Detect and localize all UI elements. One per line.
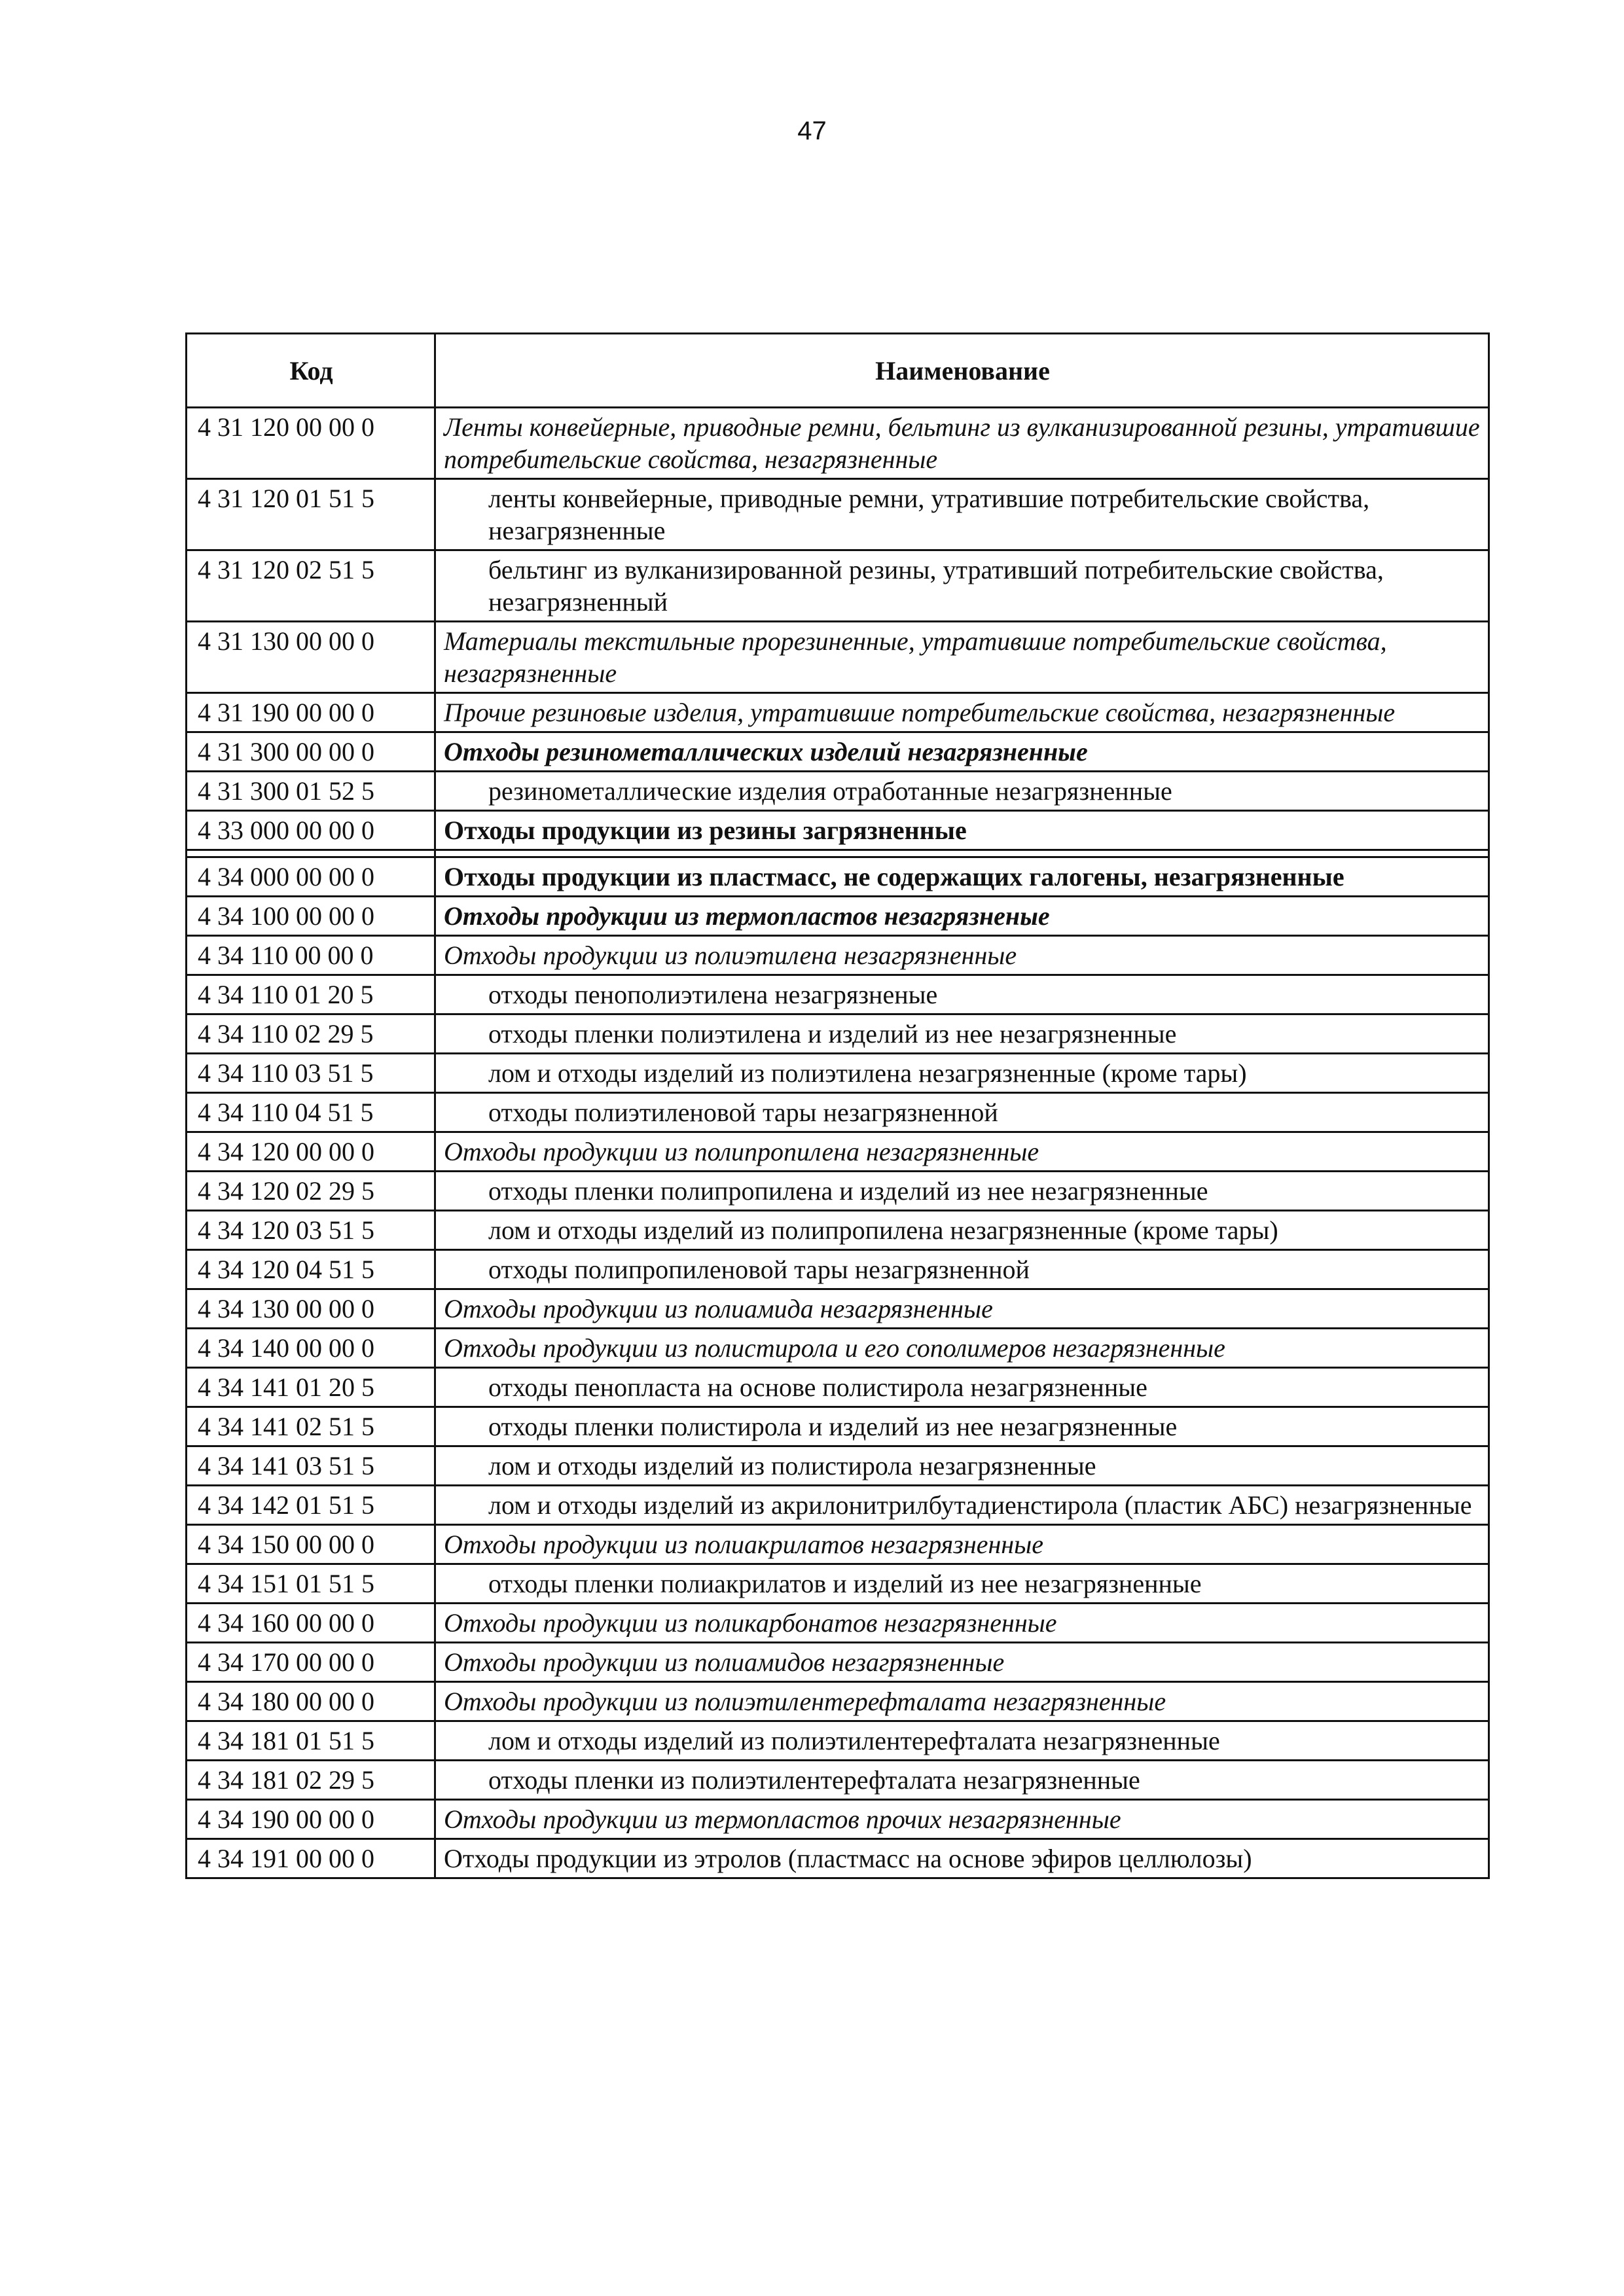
row-name: ленты конвейерные, приводные ремни, утратившие потребительские свойства, незагрязненные [435,479,1489,550]
row-name: отходы полиэтиленовой тары незагрязненной [435,1093,1489,1132]
row-code: 4 31 120 00 00 0 [187,408,435,479]
table-row [187,1800,1489,1839]
row-name: отходы пленки полистирола и изделий из нее незагрязненные [435,1407,1489,1446]
row-code: 4 34 130 00 00 0 [187,1289,435,1329]
table-row [187,1172,1489,1211]
table-row [187,1054,1489,1093]
table-row [187,936,1489,975]
row-code: 4 34 120 02 29 5 [187,1172,435,1211]
row-name: отходы пленки полиэтилена и изделий из нее незагрязненные [435,1014,1489,1054]
table-row [187,1682,1489,1721]
table-row-obscured [187,850,1489,857]
table-row [187,408,1489,479]
table-row [187,1721,1489,1761]
row-code: 4 31 190 00 00 0 [187,693,435,732]
table-row [187,622,1489,693]
header-code: Код [187,334,435,408]
table-row [187,1761,1489,1800]
table-row [187,1289,1489,1329]
row-name: Отходы продукции из полиамида незагрязненные [435,1289,1489,1329]
row-name: Отходы резинометаллических изделий незагрязненные [435,732,1489,772]
row-code [187,850,435,857]
table-row [187,1604,1489,1643]
row-name: лом и отходы изделий из полиэтилена незагрязненные (кроме тары) [435,1054,1489,1093]
row-code: 4 34 141 02 51 5 [187,1407,435,1446]
row-code: 4 34 110 04 51 5 [187,1093,435,1132]
row-code: 4 34 180 00 00 0 [187,1682,435,1721]
table-row [187,975,1489,1014]
row-code: 4 34 110 01 20 5 [187,975,435,1014]
table-row [187,1132,1489,1172]
row-name: отходы пенополиэтилена незагрязненые [435,975,1489,1014]
row-name: Отходы продукции из пластмасс, не содержащих галогены, незагрязненные [435,857,1489,897]
row-code: 4 34 190 00 00 0 [187,1800,435,1839]
table-body [187,408,1489,1878]
row-name: Отходы продукции из термопластов незагрязненые [435,897,1489,936]
row-name: Отходы продукции из полиэтилена незагрязненные [435,936,1489,975]
row-name: лом и отходы изделий из акрилонитрилбутадиенстирола (пластик АБС) незагрязненные [435,1486,1489,1525]
row-code: 4 34 110 00 00 0 [187,936,435,975]
row-name: отходы пленки полипропилена и изделий из нее незагрязненные [435,1172,1489,1211]
row-name: Отходы продукции из термопластов прочих незагрязненные [435,1800,1489,1839]
table-row [187,811,1489,850]
table-row [187,732,1489,772]
row-code: 4 34 150 00 00 0 [187,1525,435,1564]
row-code: 4 31 300 01 52 5 [187,772,435,811]
row-code: 4 34 170 00 00 0 [187,1643,435,1682]
page-number: 47 [797,117,827,145]
row-code: 4 34 151 01 51 5 [187,1564,435,1604]
row-name: отходы полипропиленовой тары незагрязненной [435,1250,1489,1289]
table-row [187,1093,1489,1132]
row-name: отходы пенопласта на основе полистирола незагрязненные [435,1368,1489,1407]
table-row [187,479,1489,550]
row-code: 4 34 120 04 51 5 [187,1250,435,1289]
row-name: Отходы продукции из полиакрилатов незагрязненные [435,1525,1489,1564]
row-code: 4 34 120 00 00 0 [187,1132,435,1172]
table-row [187,1368,1489,1407]
row-name: Отходы продукции из этролов (пластмасс на основе эфиров целлюлозы) [435,1839,1489,1878]
row-name: Прочие резиновые изделия, утратившие потребительские свойства, незагрязненные [435,693,1489,732]
row-code: 4 31 120 01 51 5 [187,479,435,550]
table-row [187,1211,1489,1250]
waste-classifier-table [185,332,1490,1879]
row-code: 4 34 191 00 00 0 [187,1839,435,1878]
row-code: 4 34 140 00 00 0 [187,1329,435,1368]
row-code: 4 34 120 03 51 5 [187,1211,435,1250]
table-row [187,1486,1489,1525]
table-row [187,772,1489,811]
row-name: резинометаллические изделия отработанные незагрязненные [435,772,1489,811]
row-code: 4 34 142 01 51 5 [187,1486,435,1525]
row-name: Отходы продукции из резины загрязненные [435,811,1489,850]
table-row [187,1525,1489,1564]
row-code: 4 34 160 00 00 0 [187,1604,435,1643]
table-row [187,1564,1489,1604]
table-row [187,693,1489,732]
row-name: бельтинг из вулканизированной резины, утративший потребительские свойства, незагрязненный [435,550,1489,622]
table-header-row [187,334,1489,408]
row-code: 4 34 181 02 29 5 [187,1761,435,1800]
row-name: лом и отходы изделий из полипропилена незагрязненные (кроме тары) [435,1211,1489,1250]
row-code: 4 34 141 01 20 5 [187,1368,435,1407]
row-name: лом и отходы изделий из полистирола незагрязненные [435,1446,1489,1486]
table-row [187,1329,1489,1368]
table-row [187,1643,1489,1682]
row-name: Отходы продукции из полиэтилентерефталата незагрязненные [435,1682,1489,1721]
row-name: Отходы продукции из полипропилена незагрязненные [435,1132,1489,1172]
table-row [187,857,1489,897]
row-name: Ленты конвейерные, приводные ремни, бельтинг из вулканизированной резины, утратившие потребительские свойства, незагрязненные [435,408,1489,479]
row-name: лом и отходы изделий из полиэтилентерефталата незагрязненные [435,1721,1489,1761]
row-name: Отходы продукции из поликарбонатов незагрязненные [435,1604,1489,1643]
row-code: 4 31 120 02 51 5 [187,550,435,622]
row-code: 4 33 000 00 00 0 [187,811,435,850]
row-code: 4 34 000 00 00 0 [187,857,435,897]
row-name [435,850,1489,857]
row-code: 4 31 130 00 00 0 [187,622,435,693]
row-code: 4 34 141 03 51 5 [187,1446,435,1486]
row-code: 4 34 110 02 29 5 [187,1014,435,1054]
row-code: 4 34 181 01 51 5 [187,1721,435,1761]
table-row [187,1014,1489,1054]
row-code: 4 31 300 00 00 0 [187,732,435,772]
header-name: Наименование [435,334,1489,408]
table-row [187,1446,1489,1486]
table-row [187,1839,1489,1878]
table-row [187,550,1489,622]
row-code: 4 34 100 00 00 0 [187,897,435,936]
table-row [187,1407,1489,1446]
table-row [187,1250,1489,1289]
row-name: отходы пленки из полиэтилентерефталата незагрязненные [435,1761,1489,1800]
row-name: Материалы текстильные прорезиненные, утратившие потребительские свойства, незагрязненные [435,622,1489,693]
row-name: отходы пленки полиакрилатов и изделий из нее незагрязненные [435,1564,1489,1604]
row-code: 4 34 110 03 51 5 [187,1054,435,1093]
row-name: Отходы продукции из полистирола и его сополимеров незагрязненные [435,1329,1489,1368]
row-name: Отходы продукции из полиамидов незагрязненные [435,1643,1489,1682]
table-row [187,897,1489,936]
